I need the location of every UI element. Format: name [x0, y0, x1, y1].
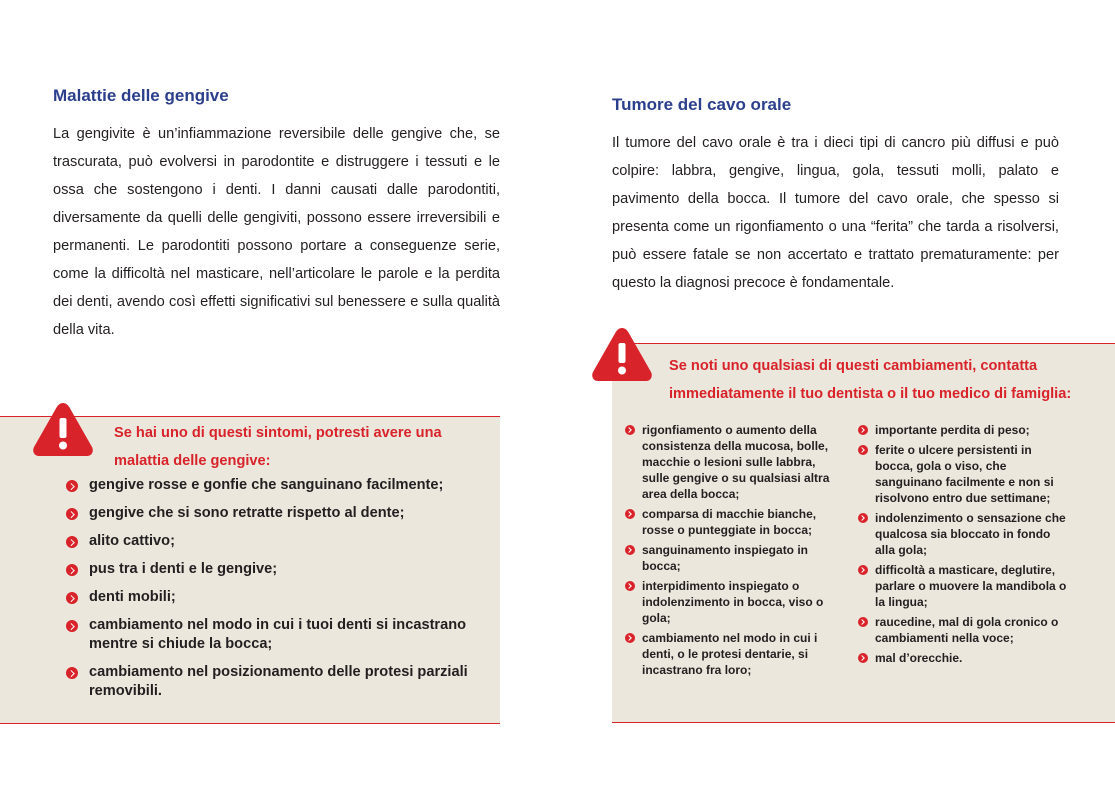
list-item-text: ferite o ulcere persistenti in bocca, gola o viso, che sanguinano facilmente e non si risolvono entro due settimane; [875, 443, 1054, 505]
chevron-bullet-icon [66, 592, 78, 604]
gum-disease-box-title: Se hai uno di questi sintomi, potresti avere una malattia delle gengive: [114, 425, 442, 469]
list-item [858, 562, 1068, 610]
list-item [625, 578, 835, 626]
list-item-text: denti mobili; [89, 589, 176, 605]
oral-cancer-changes-list-col1 [625, 422, 835, 682]
chevron-bullet-icon [66, 480, 78, 492]
chevron-bullet-icon [625, 545, 635, 555]
gum-disease-heading: Malattie delle gengive [53, 86, 229, 105]
list-item [858, 614, 1068, 646]
list-item-text: gengive che si sono retratte rispetto al dente; [89, 505, 405, 521]
list-item-text: sanguinamento inspiegato in bocca; [642, 543, 809, 573]
list-item-text: interpidimento inspiegato o indolenzimento in bocca, viso o gola; [642, 579, 824, 625]
chevron-bullet-icon [858, 425, 868, 435]
list-item [66, 560, 486, 579]
list-item [625, 542, 835, 574]
list-item [66, 663, 486, 701]
list-item-text: cambiamento nel modo in cui i tuoi denti si incastrano mentre si chiude la bocca; [89, 617, 467, 652]
list-item [858, 422, 1068, 438]
chevron-bullet-icon [858, 565, 868, 575]
list-item-text: raucedine, mal di gola cronico o cambiamenti nella voce; [875, 615, 1059, 645]
chevron-bullet-icon [66, 508, 78, 520]
gum-disease-symptom-list [66, 476, 486, 710]
list-item-text: difficoltà a masticare, deglutire, parlare o muovere la mandibola o la lingua; [875, 563, 1067, 609]
warning-triangle-icon [590, 325, 654, 383]
chevron-bullet-icon [858, 513, 868, 523]
list-item [625, 422, 835, 502]
chevron-bullet-icon [66, 667, 78, 679]
list-item-text: cambiamento nel modo in cui i denti, o le protesi dentarie, si incastrano fra loro; [642, 631, 818, 677]
list-item-text: importante perdita di peso; [875, 423, 1030, 437]
chevron-bullet-icon [625, 633, 635, 643]
list-item [625, 506, 835, 538]
list-item-text: rigonfiamento o aumento della consistenza della mucosa, bolle, macchie o lesioni sulle labbra, sulle gengive o su qualsiasi altra area della bocca; [642, 423, 830, 501]
list-item-text: mal d’orecchie. [875, 651, 963, 665]
list-item [858, 510, 1068, 558]
list-item [66, 504, 486, 523]
list-item-text: gengive rosse e gonfie che sanguinano facilmente; [89, 477, 444, 493]
chevron-bullet-icon [858, 653, 868, 663]
list-item [858, 442, 1068, 506]
list-item-text: alito cattivo; [89, 533, 175, 549]
oral-cancer-heading: Tumore del cavo orale [612, 95, 792, 114]
chevron-bullet-icon [66, 620, 78, 632]
list-item [858, 650, 1068, 666]
chevron-bullet-icon [625, 509, 635, 519]
oral-cancer-box-title: Se noti uno qualsiasi di questi cambiamenti, contatta immediatamente il tuo dentista o il tuo medico di famiglia: [669, 358, 1072, 402]
list-item [66, 476, 486, 495]
chevron-bullet-icon [625, 581, 635, 591]
oral-cancer-changes-list-col2 [858, 422, 1068, 670]
chevron-bullet-icon [66, 564, 78, 576]
chevron-bullet-icon [858, 445, 868, 455]
list-item-text: indolenzimento o sensazione che qualcosa sia bloccato in fondo alla gola; [875, 511, 1066, 557]
list-item-text: cambiamento nel posizionamento delle protesi parziali removibili. [89, 664, 468, 699]
list-item-text: comparsa di macchie bianche, rosse o punteggiate in bocca; [642, 507, 817, 537]
chevron-bullet-icon [66, 536, 78, 548]
list-item [66, 532, 486, 551]
oral-cancer-paragraph: Il tumore del cavo orale è tra i dieci tipi di cancro più diffusi e può colpire: labbra, gengive, lingua, gola, tessuti molli, palato e pavimento della bocca. Il tumore del cavo orale, che spesso si presenta come un rigonfiamento o una “ferita” che tarda a risolversi, può essere fatale se non accertato e trattato prematuramente: per questo la diagnosi precoce è fondamentale. [612, 135, 1059, 291]
gum-disease-paragraph: La gengivite è un’infiammazione reversibile delle gengive che, se trascurata, può evolversi in parodontite e distruggere i tessuti e le ossa che sostengono i denti. I danni causati dalle parodontiti, diversamente da quelli delle gengiviti, possono essere irreversibili e permanenti. Le parodontiti possono portare a conseguenze serie, come la difficoltà nel masticare, nell’articolare le parole e la perdita dei denti, avendo così effetti significativi sul benessere e sulla qualità della vita. [53, 126, 500, 338]
list-item [66, 616, 486, 654]
chevron-bullet-icon [625, 425, 635, 435]
warning-triangle-icon [31, 400, 95, 458]
oral-cancer-section [612, 95, 1059, 297]
gum-disease-section [53, 86, 500, 344]
chevron-bullet-icon [858, 617, 868, 627]
list-item-text: pus tra i denti e le gengive; [89, 561, 278, 577]
list-item [625, 630, 835, 678]
list-item [66, 588, 486, 607]
